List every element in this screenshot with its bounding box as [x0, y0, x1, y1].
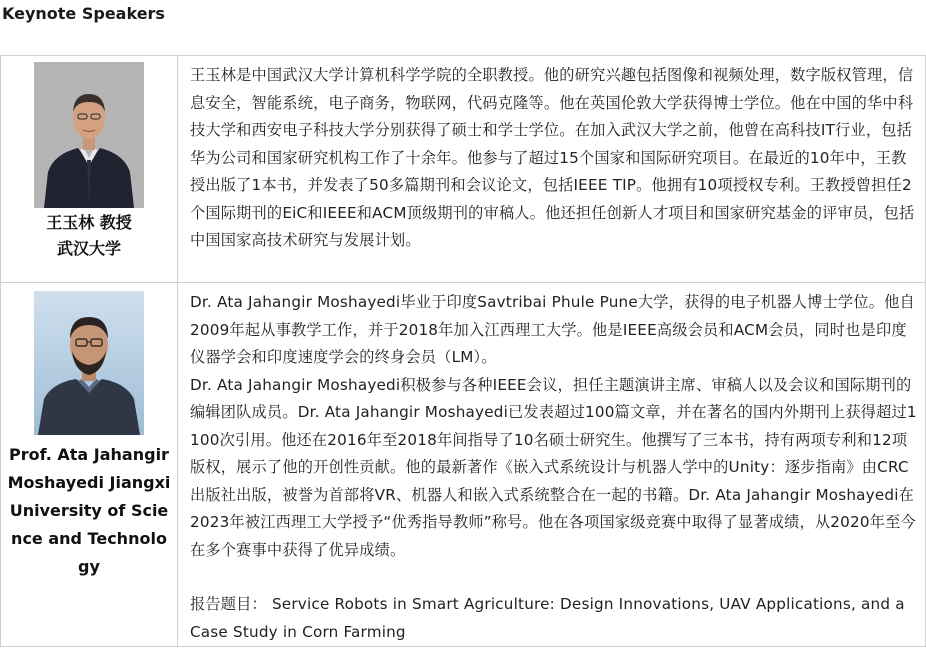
speaker-photo: [34, 62, 144, 208]
speaker-profile-cell: [1, 283, 178, 647]
page-title: Keynote Speakers: [2, 4, 165, 23]
speaker-bio-paragraph: Dr. Ata Jahangir Moshayedi积极参与各种IEEE会议，担任主题演讲主席、审稿人以及会议和国际期刊的编辑团队成员。Dr. Ata Jahangir Moshayedi已发表超过100篇文章，并在著名的国内外期刊上获得超过1100次引用。他还在2016年至2018年间指导了10名硕士研究生。他撰写了三本书，持有两项专利和12项版权，展示了他的开创性贡献。他的最新著作《嵌入式系统设计与机器人学中的Unity：逐步指南》由CRC出版社出版，被誉为首部将VR、机器人和嵌入式系统整合在一起的书籍。Dr. Ata Jahangir Moshayedi在2023年被江西理工大学授予“优秀指导教师”称号。他在各项国家级竞赛中取得了显著成绩，从2020年至今在多个赛事中获得了优异成绩。: [190, 375, 917, 559]
report-title: 报告题目： Service Robots in Smart Agriculture: Design Innovations, UAV Applications, and a Case Study in Corn Farming: [190, 595, 905, 641]
speaker-bio-cell: [178, 283, 926, 647]
speaker-bio: 王玉林是中国武汉大学计算机科学学院的全职教授。他的研究兴趣包括图像和视频处理，数字版权管理，信息安全，智能系统，电子商务，物联网，代码克隆等。他在英国伦敦大学获得博士学位。他在中国的华中科技大学和西安电子科技大学分别获得了硕士和学士学位。在加入武汉大学之前，他曾在高科技IT行业，包括华为公司和国家研究机构工作了十余年。他参与了超过15个国家和国际研究项目。在最近的10年中，王教授出版了1本书，并发表了50多篇期刊和会议论文，包括IEEE TIP。他拥有10项授权专利。王教授曾担任2个国际期刊的EiC和IEEE和ACM顶级期刊的审稿人。他还担任创新人才项目和国家研究基金的评审员，包括中国国家高技术研究与发展计划。: [190, 66, 915, 249]
speaker-name: 王玉林 教授: [46, 213, 132, 232]
speaker-row: [1, 56, 926, 283]
paragraph-spacer: [190, 564, 917, 591]
speaker-caption: Prof. Ata Jahangir Moshayedi Jiangxi University of Science and Technology: [7, 445, 171, 576]
speaker-bio-cell: [178, 56, 926, 283]
speaker-affiliation: 武汉大学: [56, 239, 121, 258]
speaker-row: [1, 283, 926, 647]
speaker-bio-paragraph: Dr. Ata Jahangir Moshayedi毕业于印度Savtribai Phule Pune大学，获得的电子机器人博士学位。他自2009年起从事教学工作，并于2018年加入江西理工大学。他是IEEE高级会员和ACM会员，同时也是印度仪器学会和印度速度学会的终身会员（LM）。: [190, 293, 915, 366]
speaker-profile-cell: [1, 56, 178, 283]
speaker-photo: [34, 291, 144, 435]
speakers-table: [0, 55, 926, 647]
